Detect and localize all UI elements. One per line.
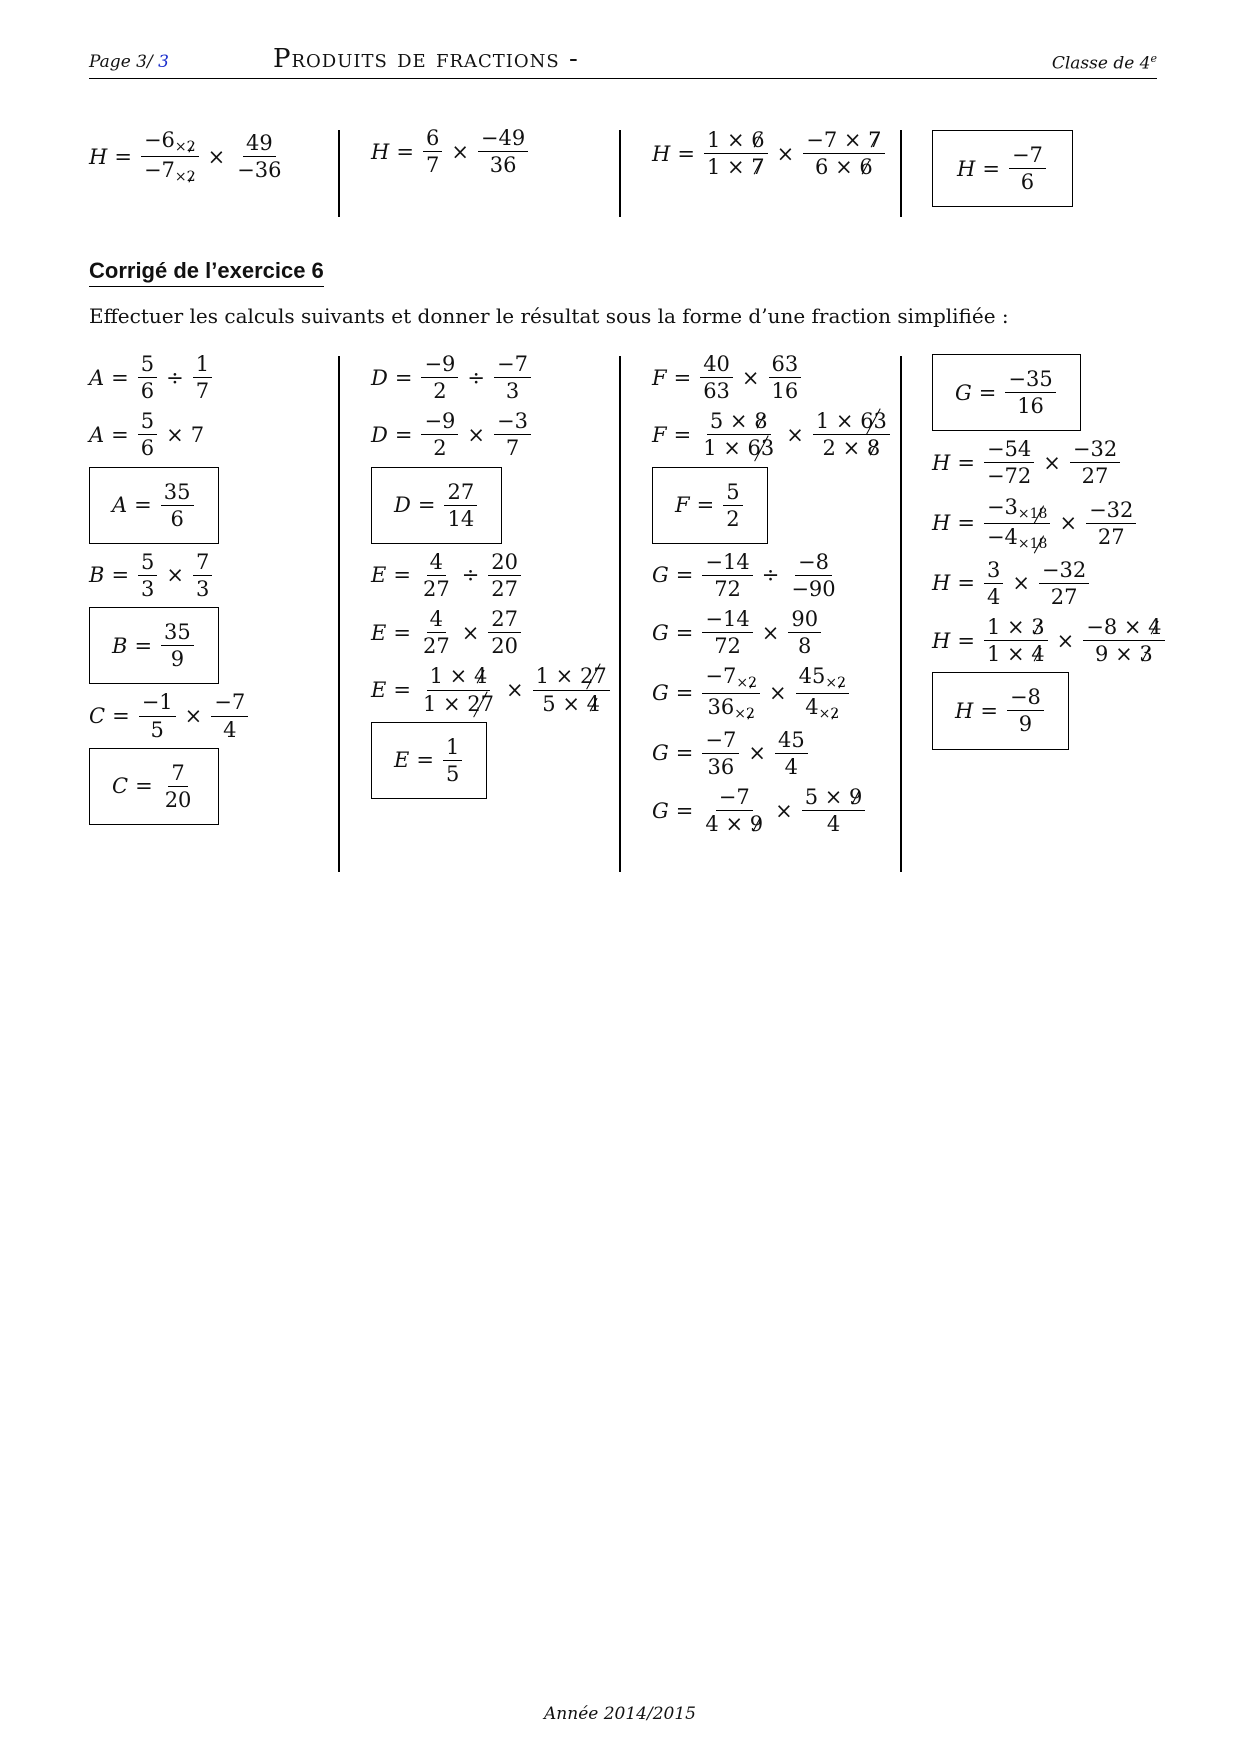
result-b: B = $\frac{35}{9}$ [89, 607, 219, 684]
page-footer: Année 2014/2015 [544, 1704, 696, 1724]
column-divider [338, 356, 340, 872]
result-g: G = $\frac{-35}{16}$ [932, 354, 1081, 431]
top-step-3: H = $\frac{1 \times 6}{1 \times 7}$ × $\frac{-7 \times 7}{6 \times 6}$ [652, 128, 887, 179]
column-divider [900, 356, 902, 872]
step-h2: H = $\frac{-3_{\times 18}}{-4_{\times 18}}$ × $\frac{-32}{27}$ [932, 495, 1167, 552]
result-e: E = $\frac{1}{5}$ [371, 722, 487, 799]
step-e3: E = $\frac{1 \times 4}{1 \times 27}$ × $\frac{1 \times 27}{5 \times 4}$ [371, 664, 612, 715]
result-d: D = $\frac{27}{14}$ [371, 467, 502, 544]
column-3 [652, 352, 892, 842]
top-result: H = $\frac{-7}{6}$ [932, 130, 1073, 207]
result-a: A = $\frac{35}{6}$ [89, 467, 219, 544]
step-g5: G = $\frac{-7}{4 \times 9}$ × $\frac{5 \times 9}{4}$ [652, 785, 892, 836]
top-step-1: H = $\frac{-6_{\times 2}}{-7_{\times 2}}$ × $\frac{49}{-36}$ [89, 128, 282, 186]
column-divider [619, 356, 621, 872]
step-d1: D = $\frac{-9}{2}$ ÷ $\frac{-7}{3}$ [371, 352, 612, 403]
page-header [89, 42, 1157, 79]
column-divider [619, 130, 621, 217]
step-h3: H = $\frac{3}{4}$ × $\frac{-32}{27}$ [932, 558, 1167, 609]
column-divider [900, 130, 902, 217]
result-h: H = $\frac{-8}{9}$ [932, 672, 1069, 749]
section-title: Corrigé de l’exercice 6 [89, 258, 324, 287]
column-4 [932, 354, 1167, 756]
page-number: Page 3/ 3 [89, 52, 169, 72]
step-a1: A = $\frac{5}{6}$ ÷ $\frac{1}{7}$ [89, 352, 250, 403]
page-title: Produits de fractions - [273, 44, 579, 74]
column-2 [371, 352, 612, 805]
section-intro: Effectuer les calculs suivants et donner le résultat sous la forme d’une fraction simplifiée : [89, 304, 1009, 328]
step-d2: D = $\frac{-9}{2}$ × $\frac{-3}{7}$ [371, 409, 612, 460]
step-b1: B = $\frac{5}{3}$ × $\frac{7}{3}$ [89, 550, 250, 601]
result-f: F = $\frac{5}{2}$ [652, 467, 768, 544]
step-e1: E = $\frac{4}{27}$ ÷ $\frac{20}{27}$ [371, 550, 612, 601]
column-divider [338, 130, 340, 217]
class-label: Classe de 4e [1051, 52, 1157, 74]
step-a2: A = $\frac{5}{6}$ × 7 [89, 409, 205, 461]
step-h1: H = $\frac{-54}{-72}$ × $\frac{-32}{27}$ [932, 437, 1167, 488]
step-f1: F = $\frac{40}{63}$ × $\frac{63}{16}$ [652, 352, 892, 403]
result-c: C = $\frac{7}{20}$ [89, 748, 219, 825]
step-g4: G = $\frac{-7}{36}$ × $\frac{45}{4}$ [652, 728, 892, 779]
column-1 [89, 352, 250, 831]
step-f2: F = $\frac{5 \times 8}{1 \times 63}$ × $\frac{1 \times 63}{2 \times 8}$ [652, 409, 892, 460]
step-g3: G = $\frac{-7_{\times 2}}{36_{\times 2}}$ × $\frac{45_{\times 2}}{4_{\times 2}}$ [652, 664, 892, 721]
page-link[interactable]: 3 [158, 52, 169, 72]
step-h4: H = $\frac{1 \times 3}{1 \times 4}$ × $\frac{-8 \times 4}{9 \times 3}$ [932, 615, 1167, 666]
top-step-2: H = $\frac{6}{7}$ × $\frac{-49}{36}$ [371, 126, 530, 177]
step-g1: G = $\frac{-14}{72}$ ÷ $\frac{-8}{-90}$ [652, 549, 836, 601]
step-e2: E = $\frac{4}{27}$ × $\frac{27}{20}$ [371, 607, 612, 658]
step-g2: G = $\frac{-14}{72}$ × $\frac{90}{8}$ [652, 607, 892, 658]
step-c1: C = $\frac{-1}{5}$ × $\frac{-7}{4}$ [89, 690, 250, 741]
